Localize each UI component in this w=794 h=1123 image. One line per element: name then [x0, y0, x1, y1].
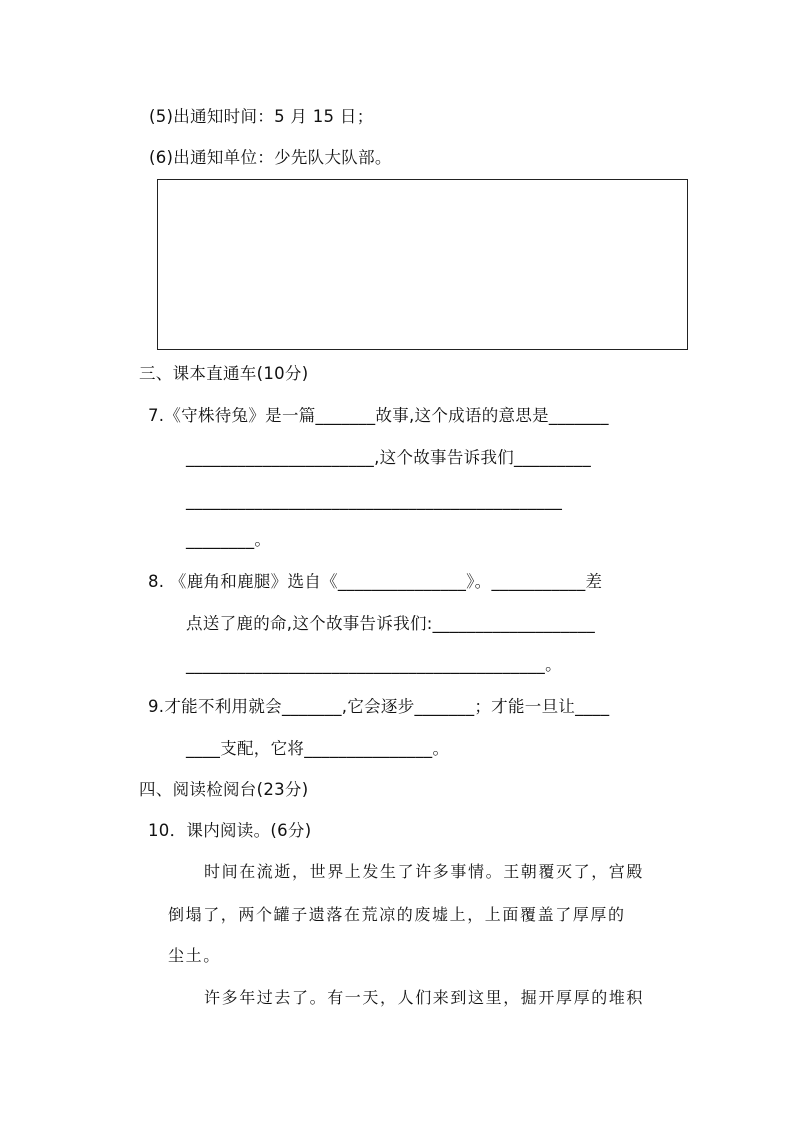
question-9-line-1: 9.才能不利用就会_______,它会逐步_______；才能一旦让____ — [148, 697, 610, 716]
section-3-heading: 三、课本直通车(10分) — [139, 364, 309, 383]
reading-paragraph-2-line-1: 许多年过去了。有一天，人们来到这里，掘开厚厚的堆积 — [204, 988, 645, 1007]
reading-paragraph-1-line-1: 时间在流逝，世界上发生了许多事情。王朝覆灭了，宫殿 — [204, 862, 645, 881]
question-8-line-3: __________________________________________。 — [186, 655, 562, 674]
answer-box[interactable] — [157, 179, 688, 350]
section-4-heading: 四、阅读检阅台(23分) — [139, 780, 309, 799]
question-7-line-2: ______________________,这个故事告诉我们_________ — [186, 448, 591, 467]
question-10-title: 10．课内阅读。(6分) — [148, 821, 312, 840]
reading-paragraph-1-line-2: 倒塌了，两个罐子遗落在荒凉的废墟上，上面覆盖了厚厚的 — [168, 905, 626, 924]
question-7-line-3: ____________________________________________ — [186, 491, 563, 510]
notice-item-5: (5)出通知时间：5 月 15 日； — [149, 107, 374, 126]
question-7-line-4: ________。 — [186, 530, 272, 549]
question-7-line-1: 7.《守株待兔》是一篇_______故事,这个成语的意思是_______ — [148, 406, 609, 425]
question-8-line-2: 点送了鹿的命,这个故事告诉我们:___________________ — [186, 614, 596, 633]
notice-item-6: (6)出通知单位：少先队大队部。 — [149, 148, 392, 167]
question-8-line-1: 8. 《鹿角和鹿腿》选自《_______________》。___________差 — [148, 572, 603, 591]
reading-paragraph-1-line-3: 尘土。 — [168, 946, 221, 965]
question-9-line-2: ____支配，它将_______________。 — [186, 739, 450, 758]
